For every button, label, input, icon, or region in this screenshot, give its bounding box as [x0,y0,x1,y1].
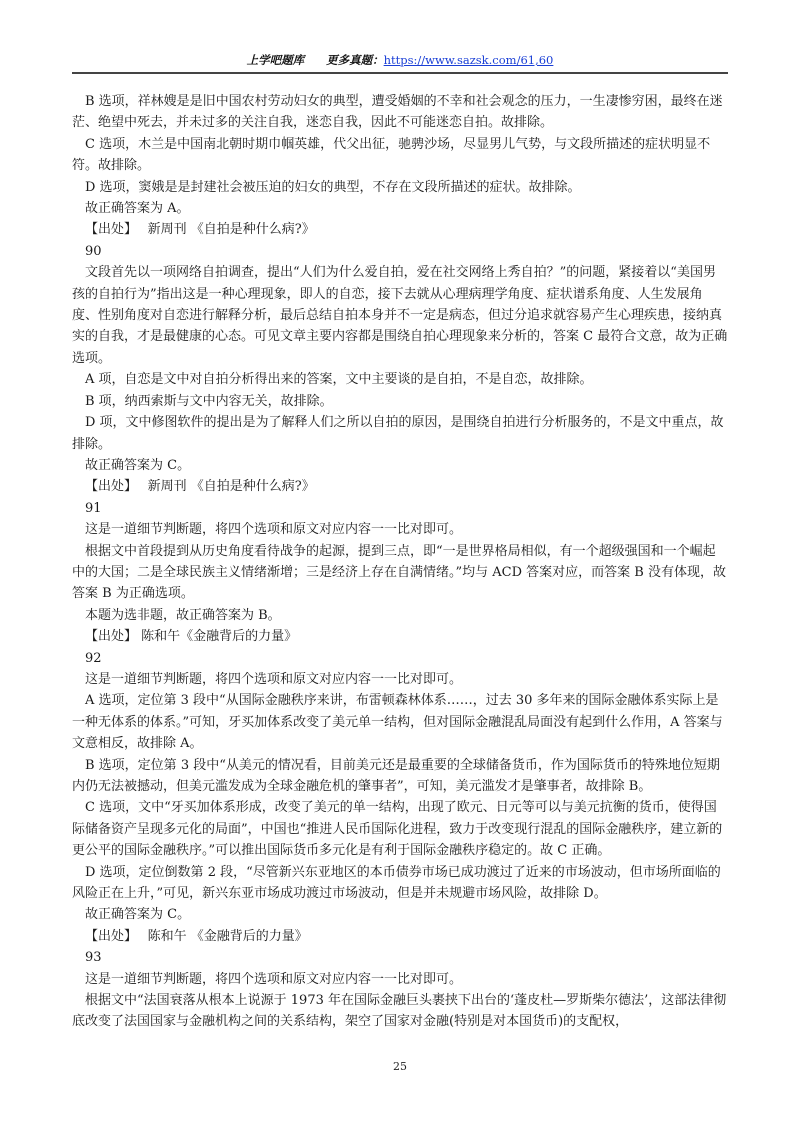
intro-q91: 这是一道细节判断题，将四个选项和原文对应内容一一比对即可。 [85,522,463,538]
paragraph-d-option-q89: D 选项，窦娥是是封建社会被压迫的妇女的典型，不存在文段所描述的症状。故排除。 [85,179,581,195]
answer-q90: 故正确答案为 C。 [85,457,191,473]
question-number-92: 92 [85,650,102,666]
source-q91: 【出处】 陈和午《金融背后的力量》 [85,629,298,645]
analysis-q93: 根据文中“法国衰落从根本上说源于 1973 年在国际金融巨头裹挟下出台的‘蓬皮杜—罗斯柴尔德法’，这部法律彻底改变了法国国家与金融机构之间的关系结构，架空了国家对金融(特别是对本国货币)的支配权， [72,993,727,1030]
paragraph-c-option-q89: C 选项，木兰是中国南北朝时期巾帼英雄，代父出征，驰骋沙场，尽显男儿气势，与文段所描述的症状明显不符。故排除。 [72,136,711,174]
intro-q92: 这是一道细节判断题，将四个选项和原文对应内容一一比对即可。 [85,671,463,687]
option-d-q92: D 选项，定位倒数第 2 段，“尽管新兴东亚地区的本币债券市场已成功渡过了近来的市场波动，但市场所面临的风险正在上升，”可见，新兴东亚市场成功渡过市场波动，但是并未规避市场风险，故排除 D。 [72,864,721,902]
answer-q89: 故正确答案为 A。 [85,201,190,217]
option-b-q90: B 项，纳西索斯与文中内容无关，故排除。 [85,393,333,409]
intro-q93: 这是一道细节判断题，将四个选项和原文对应内容一一比对即可。 [85,971,463,987]
option-a-q92: A 选项，定位第 3 段中“从国际金融秩序来讲，布雷顿森林体系……，过去 30 多年来的国际金融体系实际上是一种无体系的体系。”可知，牙买加体系改变了美元单一结构，但对国际金融混乱局面没有起到什么作用，A 答案与文意相反，故排除 A。 [72,693,723,752]
option-d-q90: D 项，文中修图软件的提出是为了解释人们之所以自拍的原因，是围绕自拍进行分析服务的，不是文中重点，故排除。 [72,415,724,452]
source-q89: 【出处】 新周刊 《自拍是种什么病?》 [85,222,315,238]
header-rule [72,72,728,74]
question-number-93: 93 [85,950,102,966]
page-header [0,52,800,68]
header-more-label: 更多真题： [326,53,384,67]
header-link[interactable]: https://www.sazsk.com/61,60 [383,53,554,67]
page-number: 25 [393,1060,407,1073]
option-a-q90: A 项，自恋是文中对自拍分析得出来的答案，文中主要谈的是自拍，不是自恋，故排除。 [85,372,593,388]
paragraph-b-option-q89: B 选项，祥林嫂是是旧中国农村劳动妇女的典型，遭受婚姻的不幸和社会观念的压力，一生凄惨穷困，最终在迷茫、绝望中死去，并未过多的关注自我，迷恋自我，因此不可能迷恋自拍。故排除。 [72,94,723,131]
document-body [72,91,728,1033]
source-q92: 【出处】 陈和午 《金融背后的力量》 [85,928,308,944]
source-q90: 【出处】 新周刊 《自拍是种什么病?》 [85,479,315,495]
option-b-q92: B 选项，定位第 3 段中“从美元的情况看，目前美元还是最重要的全球储备货币，作为国际货币的特殊地位短期内仍无法被撼动，但美元滥发成为全球金融危机的肇事者”，可知，美元滥发才是肇事者，故排除 B。 [72,757,720,794]
answer-q92: 故正确答案为 C。 [85,907,191,923]
analysis-q91: 根据文中首段提到从历史角度看待战争的起源，提到三点，即“一是世界格局相似，有一个超级强国和一个崛起中的大国；二是全球民族主义情绪渐增；三是经济上存在自满情绪。”均与 ACD 答案对应，而答案 B 没有体现，故答案 B 为正确选项。 [72,543,726,602]
option-c-q92: C 选项，文中“牙买加体系形成，改变了美元的单一结构，出现了欧元、日元等可以与美元抗衡的货币，使得国际储备资产呈现多元化的局面”，中国也“推进人民币国际化进程，致力于改变现行混乱的国际金融秩序，建立新的更公平的国际金融秩序。”可以推出国际货币多元化是有利于国际金融秩序稳定的。故 C 正确。 [72,800,723,859]
answer-q91: 本题为选非题，故正确答案为 B。 [85,607,281,623]
analysis-q90: 文段首先以一项网络自拍调查，提出“人们为什么爱自拍，爱在社交网络上秀自拍？”的问题，紧接着以“美国男孩的自拍行为”指出这是一种心理现象，即人的自恋，接下去就从心理病理学角度、症状谱系角度、人生发展角度、性别角度对自恋进行解释分析，最后总结自拍本身并不一定是病态，但过分追求就容易产生心理疾患，接纳真实的自我，才是最健康的心态。可见文章主要内容都是围绕自拍心理现象来分析的，答案 C 最符合文意，故为正确选项。 [72,265,728,366]
question-number-90: 90 [85,243,102,259]
header-brand: 上学吧题库 [246,53,305,67]
question-number-91: 91 [85,500,102,516]
